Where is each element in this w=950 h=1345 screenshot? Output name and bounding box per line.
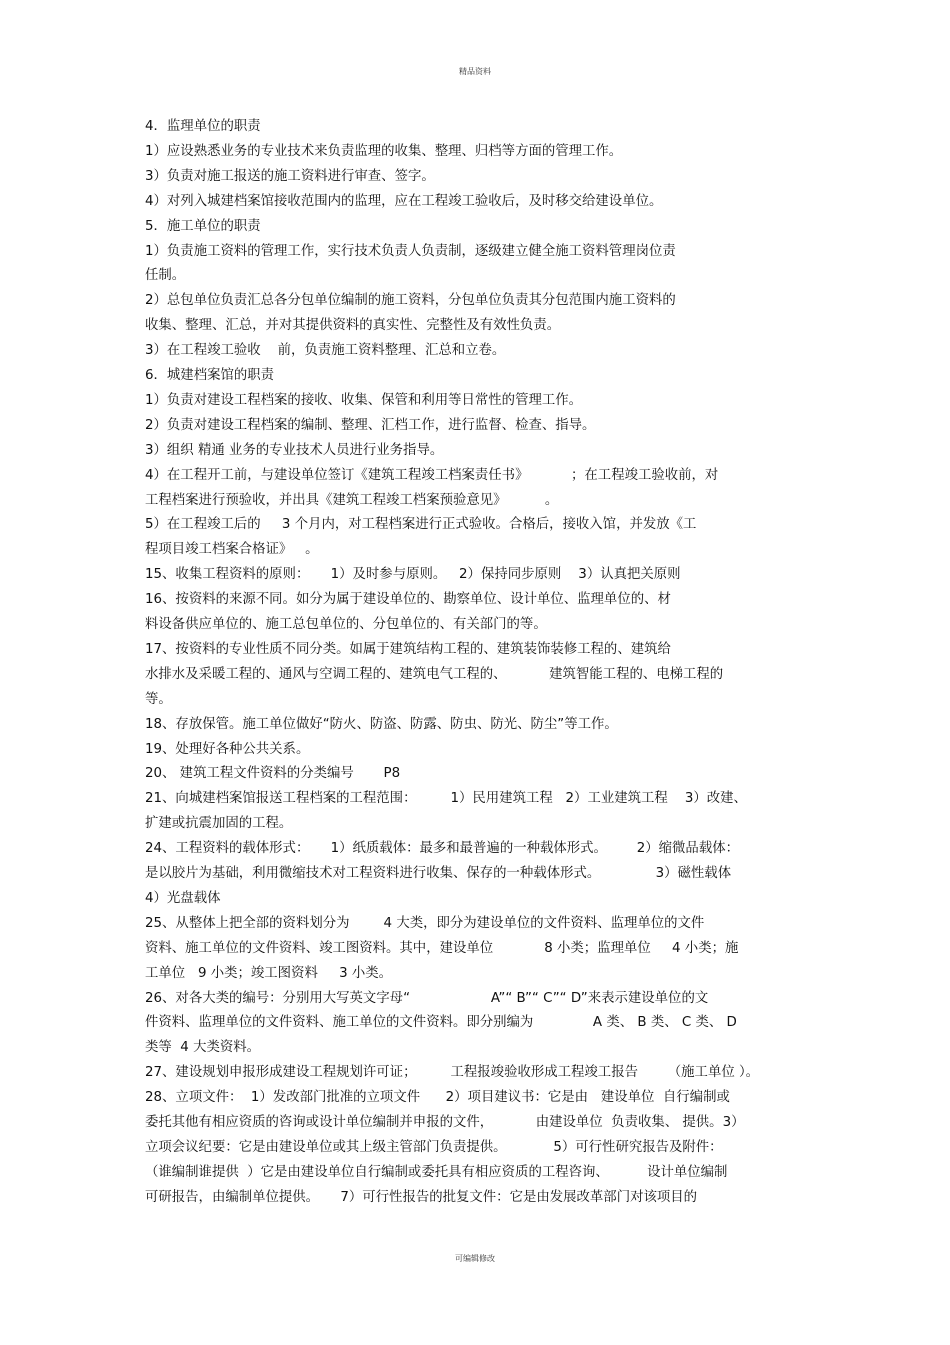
text-line: 资料、施工单位的文件资料、竣工图资料。其中，建设单位 8 小类；监理单位 4 小类；施 xyxy=(145,940,739,956)
text-line: 5．施工单位的职责 xyxy=(145,218,261,234)
text-line: 扩建或抗震加固的工程。 xyxy=(145,816,293,832)
text-line: 委托其他有相应资质的咨询或设计单位编制并申报的文件， 由建设单位 负责收集、 提供。3） xyxy=(145,1115,745,1130)
text-line: 18、存放保管。施工单位做好“防火、防盗、防露、防虫、防光、防尘”等工作。 xyxy=(145,716,618,732)
text-line: 1）应设熟悉业务的专业技术来负责监理的收集、整理、归档等方面的管理工作。 xyxy=(145,143,623,159)
text-line: 6．城建档案馆的职责 xyxy=(145,368,275,383)
text-line: 24、工程资料的载体形式： 1）纸质载体：最多和最普遍的一种载体形式。 2）缩微品载体： xyxy=(145,841,739,857)
text-line: 水排水及采暖工程的、通风与空调工程的、建筑电气工程的、 建筑智能工程的、电梯工程的 xyxy=(145,666,724,682)
text-line: 21、向城建档案馆报送工程档案的工程范围： 1）民用建筑工程 2）工业建筑工程 3）改建、 xyxy=(145,791,747,807)
text-line: 件资料、监理单位的文件资料、施工单位的文件资料。即分别编为 A 类、 B 类、 C 类、 D xyxy=(145,1015,737,1031)
text-line: 3）组织 精通 业务的专业技术人员进行业务指导。 xyxy=(145,442,444,458)
text-line: 3）负责对施工报送的施工资料进行审查、签字。 xyxy=(145,168,435,184)
text-line: 28、立项文件： 1）发改部门批准的立项文件 2）项目建议书：它是由 建设单位 自行编制或 xyxy=(145,1090,730,1106)
text-line: 类等 4 大类资料。 xyxy=(145,1040,261,1056)
text-line: 1）负责施工资料的管理工作，实行技术负责人负责制，逐级建立健全施工资料管理岗位责 xyxy=(145,243,676,259)
text-line: 3）在工程竣工验收 前，负责施工资料整理、汇总和立卷。 xyxy=(145,343,506,359)
text-line: 可研报告，由编制单位提供。 7）可行性报告的批复文件：它是由发展改革部门对该项目的 xyxy=(145,1189,698,1205)
text-line: 17、按资料的专业性质不同分类。如属于建筑结构工程的、建筑装饰装修工程的、建筑给 xyxy=(145,641,671,657)
text-line: 任制。 xyxy=(145,268,186,284)
text-line: 收集、整理、汇总，并对其提供资料的真实性、完整性及有效性负责。 xyxy=(145,318,561,334)
text-line: 程项目竣工档案合格证》 。 xyxy=(145,542,319,558)
text-line: 等。 xyxy=(145,691,172,707)
text-line: 是以胶片为基础，利用微缩技术对工程资料进行收集、保存的一种载体形式。 3）磁性载体 xyxy=(145,866,732,881)
text-line: 4）光盘载体 xyxy=(145,890,221,906)
page-footer: 可编辑修改 xyxy=(455,1254,495,1263)
text-line: 26、对各大类的编号：分别用大写英文字母“ A”“ B”“ C”“ D”来表示建设单位的文 xyxy=(145,990,709,1006)
text-line: 1）负责对建设工程档案的接收、收集、保管和利用等日常性的管理工作。 xyxy=(145,392,583,408)
text-line: （谁编制谁提供 ）它是由建设单位自行编制或委托具有相应资质的工程咨询、 设计单位编制 xyxy=(145,1164,728,1180)
text-line: 2）负责对建设工程档案的编制、整理、汇档工作，进行监督、检查、指导。 xyxy=(145,417,596,433)
text-line: 2）总包单位负责汇总各分包单位编制的施工资料，分包单位负责其分包范围内施工资料的 xyxy=(145,293,676,309)
text-line: 25、从整体上把全部的资料划分为 4 大类，即分为建设单位的文件资料、监理单位的文件 xyxy=(145,915,705,931)
text-line: 立项会议纪要：它是由建设单位或其上级主管部门负责提供。 5）可行性研究报告及附件： xyxy=(145,1139,723,1155)
text-line: 工单位 9 小类；竣工图资料 3 小类。 xyxy=(145,965,393,981)
text-line: 料设备供应单位的、施工总包单位的、分包单位的、有关部门的等。 xyxy=(145,617,547,632)
text-line: 19、处理好各种公共关系。 xyxy=(145,741,310,757)
text-line: 27、建设规划申报形成建设工程规划许可证； 工程报竣验收形成工程竣工报告 （施工单位 ）。 xyxy=(145,1065,760,1081)
text-line: 4）对列入城建档案馆接收范围内的监理，应在工程竣工验收后，及时移交给建设单位。 xyxy=(145,193,663,209)
text-line: 20、 建筑工程文件资料的分类编号 P8 xyxy=(145,766,401,782)
text-line: 15、收集工程资料的原则： 1）及时参与原则。 2）保持同步原则 3）认真把关原则 xyxy=(145,567,681,583)
text-line: 工程档案进行预验收，并出具《建筑工程竣工档案预验意见》 。 xyxy=(145,492,559,508)
text-line: 4）在工程开工前，与建设单位签订《建筑工程竣工档案责任书》 ；在工程竣工验收前，对 xyxy=(145,467,719,483)
text-line: 4．监理单位的职责 xyxy=(145,119,261,134)
text-line: 5）在工程竣工后的 3 个月内，对工程档案进行正式验收。合格后，接收入馆，并发放《工 xyxy=(145,517,697,533)
text-line: 16、按资料的来源不同。如分为属于建设单位的、勘察单位、设计单位、监理单位的、材 xyxy=(145,592,671,608)
page-header: 精品资料 xyxy=(459,67,491,76)
